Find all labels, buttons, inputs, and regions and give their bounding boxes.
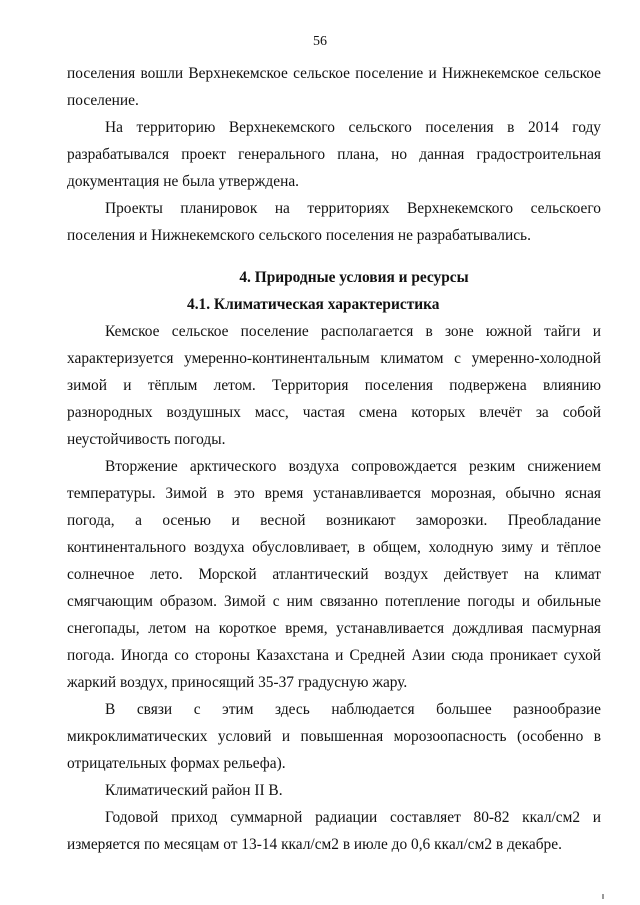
section-heading: 4. Природные условия и ресурсы bbox=[239, 269, 469, 286]
paragraph-solar-radiation: Годовой приход суммарной радиации составляет 80-82 ккал/см2 и измеряется по месяцам от 13-14 ккал/см2 в июле до 0,6 ккал/см2 в декабре. bbox=[67, 809, 601, 853]
page-body bbox=[67, 60, 601, 858]
paragraph-general-plan: На территорию Верхнекемского сельского поселения в 2014 году разрабатывался проект генерального плана, но данная градостроительная документация не была утверждена. bbox=[67, 119, 601, 190]
paragraph-air-masses: Вторжение арктического воздуха сопровождается резким снижением температуры. Зимой в это время устанавливается морозная, обычно ясная погода, а осенью и весной возникают заморозки. Преобладание континентального воздуха обусловливает, в общем, холодную зиму и тёплое солнечное лето. Морской атлантический воздух действует на климат смягчающим образом. Зимой с ним связанно потепление погоды и обильные снегопады, летом на короткое время, устанавливается дождливая пасмурная погода. Иногда со стороны Казахстана и Средней Азии сюда проникает сухой жаркий воздух, приносящий 35-37 градусную жару. bbox=[67, 458, 601, 691]
paragraph-climate-overview: Кемское сельское поселение располагается в зоне южной тайги и характеризуется умеренно-континентальным климатом с умеренно-холодной зимой и тёплым летом. Территория поселения подвержена влиянию разнородных воздушных масс, частая смена которых влечёт за собой неустойчивость погоды. bbox=[67, 323, 601, 448]
scan-artifact-mark bbox=[602, 894, 604, 899]
paragraph-planning-projects: Проекты планировок на территориях Верхнекемского сельскоего поселения и Нижнекемского сельского поселения не разрабатывались. bbox=[67, 200, 601, 244]
paragraph-settlements-list: поселения вошли Верхнекемское сельское поселение и Нижнекемское сельское поселение. bbox=[67, 65, 601, 109]
paragraph-climate-region: Климатический район II В. bbox=[105, 782, 283, 799]
page-number: 56 bbox=[313, 34, 327, 49]
subsection-heading: 4.1. Климатическая характеристика bbox=[187, 296, 440, 313]
paragraph-microclimate: В связи с этим здесь наблюдается большее разнообразие микроклиматических условий и повышенная морозоопасность (особенно в отрицательных формах рельефа). bbox=[67, 701, 601, 772]
